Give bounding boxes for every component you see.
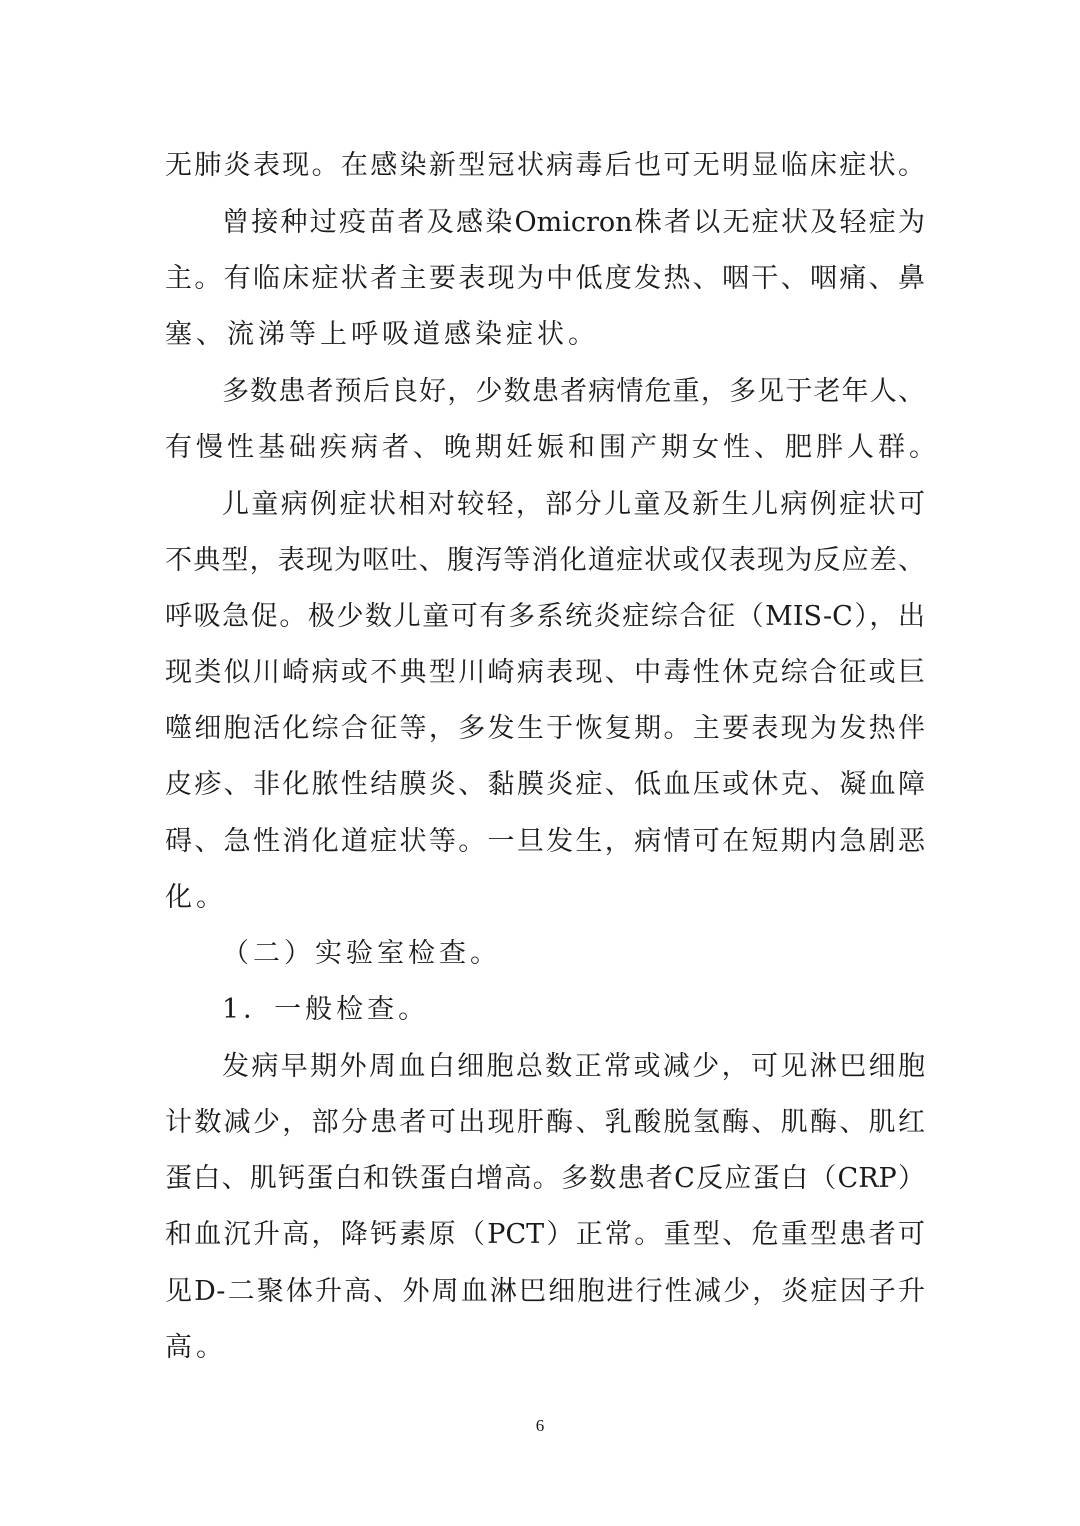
text-line: 有慢性基础疾病者、晚期妊娠和围产期女性、肥胖人群。	[165, 432, 940, 463]
text-line: 化。	[165, 882, 227, 913]
section-heading: （二）实验室检查。	[222, 938, 501, 969]
text-line: 主。有临床症状者主要表现为中低度发热、咽干、咽痛、鼻	[165, 263, 925, 294]
page-number: 6	[535, 1416, 545, 1435]
text-line: 呼吸急促。极少数儿童可有多系统炎症综合征（MIS-C），出	[165, 601, 925, 632]
text-line: 发病早期外周血白细胞总数正常或减少，可见淋巴细胞	[222, 1051, 925, 1082]
text-line: 儿童病例症状相对较轻，部分儿童及新生儿病例症状可	[222, 489, 925, 520]
text-line: 高。	[165, 1332, 227, 1363]
text-line: 无肺炎表现。在感染新型冠状病毒后也可无明显临床症状。	[165, 150, 925, 181]
text-line: 蛋白、肌钙蛋白和铁蛋白增高。多数患者C反应蛋白（CRP）	[165, 1163, 925, 1194]
text-line: 和血沉升高，降钙素原（PCT）正常。重型、危重型患者可	[165, 1219, 925, 1250]
subsection-heading: 1．一般检查。	[222, 994, 430, 1025]
text-line: 皮疹、非化脓性结膜炎、黏膜炎症、低血压或休克、凝血障	[165, 769, 925, 800]
text-line: 不典型，表现为呕吐、腹泻等消化道症状或仅表现为反应差、	[165, 545, 925, 576]
text-line: 现类似川崎病或不典型川崎病表现、中毒性休克综合征或巨	[165, 657, 925, 688]
text-line: 塞、流涕等上呼吸道感染症状。	[165, 319, 599, 350]
text-line: 多数患者预后良好，少数患者病情危重，多见于老年人、	[222, 376, 925, 407]
text-line: 计数减少，部分患者可出现肝酶、乳酸脱氢酶、肌酶、肌红	[165, 1107, 925, 1138]
text-line: 碍、急性消化道症状等。一旦发生，病情可在短期内急剧恶	[165, 826, 925, 857]
text-line: 见D-二聚体升高、外周血淋巴细胞进行性减少，炎症因子升	[165, 1276, 925, 1307]
text-line: 噬细胞活化综合征等，多发生于恢复期。主要表现为发热伴	[165, 713, 925, 744]
text-line: 曾接种过疫苗者及感染Omicron株者以无症状及轻症为	[222, 207, 925, 238]
